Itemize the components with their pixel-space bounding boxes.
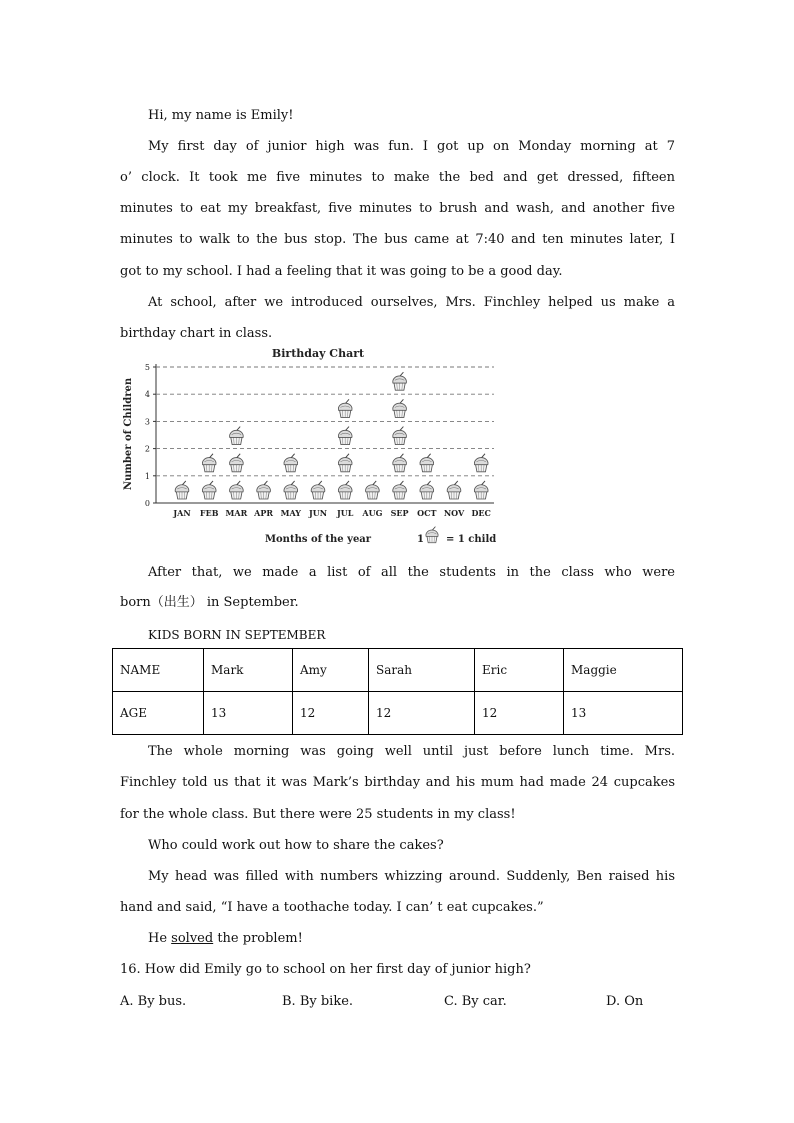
paragraph-line: At school, after we introduced ourselves, Mrs. Finchley helped us make a xyxy=(148,295,675,310)
x-tick-label: AUG xyxy=(362,508,383,518)
paragraph-line: o’ clock. It took me five minutes to make the bed and get dressed, fifteen xyxy=(120,170,675,185)
greeting: Hi, my name is Emily! xyxy=(148,108,294,123)
table-row xyxy=(113,649,683,692)
x-tick-label: NOV xyxy=(443,508,465,518)
table-cell: 13 xyxy=(204,692,293,735)
x-tick-label: JUL xyxy=(337,508,354,518)
y-axis-label: Number of Children xyxy=(123,377,134,491)
table-cell: 12 xyxy=(369,692,475,735)
option-a: A. By bus. xyxy=(120,994,187,1009)
paragraph-line: for the whole class. But there were 25 students in my class! xyxy=(120,807,516,822)
paragraph-line: got to my school. I had a feeling that it was going to be a good day. xyxy=(120,264,563,279)
y-tick-label: 3 xyxy=(144,417,150,427)
paragraph-line: Who could work out how to share the cakes? xyxy=(148,838,444,853)
table-cell: Maggie xyxy=(564,649,683,692)
cupcake-icon xyxy=(338,427,352,445)
table-cell: Mark xyxy=(204,649,293,692)
x-tick-label: OCT xyxy=(417,508,437,518)
birthday-chart xyxy=(118,342,498,552)
paragraph-line: After that, we made a list of all the students in the class who were xyxy=(148,565,675,580)
month-column-nov xyxy=(447,481,461,499)
cupcake-icon xyxy=(338,454,352,472)
paragraph-line: Finchley told us that it was Mark’s birthday and his mum had made 24 cupcakes xyxy=(120,775,675,790)
y-tick-label: 1 xyxy=(144,471,150,481)
cupcake-icon xyxy=(202,481,216,499)
paragraph-line: hand and said, “I have a toothache today. I can’ t eat cupcakes.” xyxy=(120,900,544,915)
key-number: 1 xyxy=(417,534,424,545)
cupcake-icon xyxy=(393,372,407,390)
cupcake-icon xyxy=(393,399,407,417)
month-column-dec xyxy=(474,454,488,499)
cupcake-icon xyxy=(426,527,438,543)
underlined-word: solved xyxy=(171,931,214,946)
cupcake-icon xyxy=(311,481,325,499)
paragraph-line xyxy=(148,931,703,947)
paragraph-line: minutes to walk to the bus stop. The bus came at 7:40 and ten minutes later, I xyxy=(120,232,675,247)
cupcake-icon xyxy=(284,454,298,472)
x-tick-label: JAN xyxy=(173,508,191,518)
cupcake-icon xyxy=(230,481,244,499)
y-tick-label: 5 xyxy=(144,363,150,372)
cupcake-icon xyxy=(393,454,407,472)
paragraph-line: My first day of junior high was fun. I got up on Monday morning at 7 xyxy=(148,139,675,154)
cupcake-icon xyxy=(175,481,189,499)
cupcake-icon xyxy=(338,481,352,499)
x-tick-label: SEP xyxy=(390,508,409,518)
month-column-jan xyxy=(175,481,189,499)
key-text: = 1 child xyxy=(446,534,497,545)
month-column-aug xyxy=(366,481,380,499)
table-cell: 13 xyxy=(564,692,683,735)
cupcake-icon xyxy=(338,399,352,417)
cupcake-icon xyxy=(447,481,461,499)
x-tick-label: FEB xyxy=(199,508,219,518)
text-span: He xyxy=(148,931,172,946)
cupcake-icon xyxy=(202,454,216,472)
cupcake-icon xyxy=(474,454,488,472)
table-cell: NAME xyxy=(113,649,204,692)
text-span: the problem! xyxy=(213,931,303,946)
cupcake-icon xyxy=(393,427,407,445)
option-b: B. By bike. xyxy=(282,994,354,1009)
y-tick-label: 0 xyxy=(144,499,150,508)
x-tick-label: MAY xyxy=(280,508,301,518)
cupcake-icon xyxy=(366,481,380,499)
cupcake-icon xyxy=(284,481,298,499)
cupcake-icon xyxy=(230,427,244,445)
month-column-jun xyxy=(311,481,325,499)
option-d: D. On xyxy=(606,994,644,1009)
paragraph-line: birthday chart in class. xyxy=(120,326,273,341)
table-cell: 12 xyxy=(293,692,369,735)
paragraph-line: minutes to eat my breakfast, five minutes to brush and wash, and another five xyxy=(120,201,675,216)
cupcake-icon xyxy=(257,481,271,499)
month-column-feb xyxy=(202,454,216,499)
kids-table xyxy=(112,648,683,735)
cupcake-icon xyxy=(393,481,407,499)
y-tick-label: 4 xyxy=(144,390,150,400)
cupcake-icon xyxy=(420,454,434,472)
cupcake-icon xyxy=(420,481,434,499)
y-tick-label: 2 xyxy=(144,444,150,454)
paragraph-line: My head was filled with numbers whizzing around. Suddenly, Ben raised his xyxy=(148,869,675,884)
question-stem: 16. How did Emily go to school on her first day of junior high? xyxy=(120,962,531,977)
month-column-jul xyxy=(338,399,352,499)
table-cell: AGE xyxy=(113,692,204,735)
table-title: KIDS BORN IN SEPTEMBER xyxy=(148,628,326,642)
table-cell: Amy xyxy=(293,649,369,692)
month-column-mar xyxy=(230,427,244,499)
month-column-apr xyxy=(257,481,271,499)
x-axis-label: Months of the year xyxy=(264,534,372,545)
cupcake-icon xyxy=(230,454,244,472)
table-cell: 12 xyxy=(475,692,564,735)
paragraph-line: The whole morning was going well until just before lunch time. Mrs. xyxy=(148,744,675,759)
x-tick-label: JUN xyxy=(308,508,328,518)
month-column-oct xyxy=(420,454,434,499)
table-cell: Sarah xyxy=(369,649,475,692)
chart-title: Birthday Chart xyxy=(271,347,365,360)
option-c: C. By car. xyxy=(444,994,507,1009)
x-tick-label: DEC xyxy=(471,508,491,518)
table-cell: Eric xyxy=(475,649,564,692)
month-column-may xyxy=(284,454,298,499)
cupcake-icon xyxy=(474,481,488,499)
key-cupcake-icon xyxy=(426,527,438,543)
x-tick-label: MAR xyxy=(225,508,248,518)
month-column-sep xyxy=(393,372,407,499)
table-row xyxy=(113,692,683,735)
paragraph-line: born（出生） in September. xyxy=(120,595,299,610)
x-tick-label: APR xyxy=(254,508,274,518)
